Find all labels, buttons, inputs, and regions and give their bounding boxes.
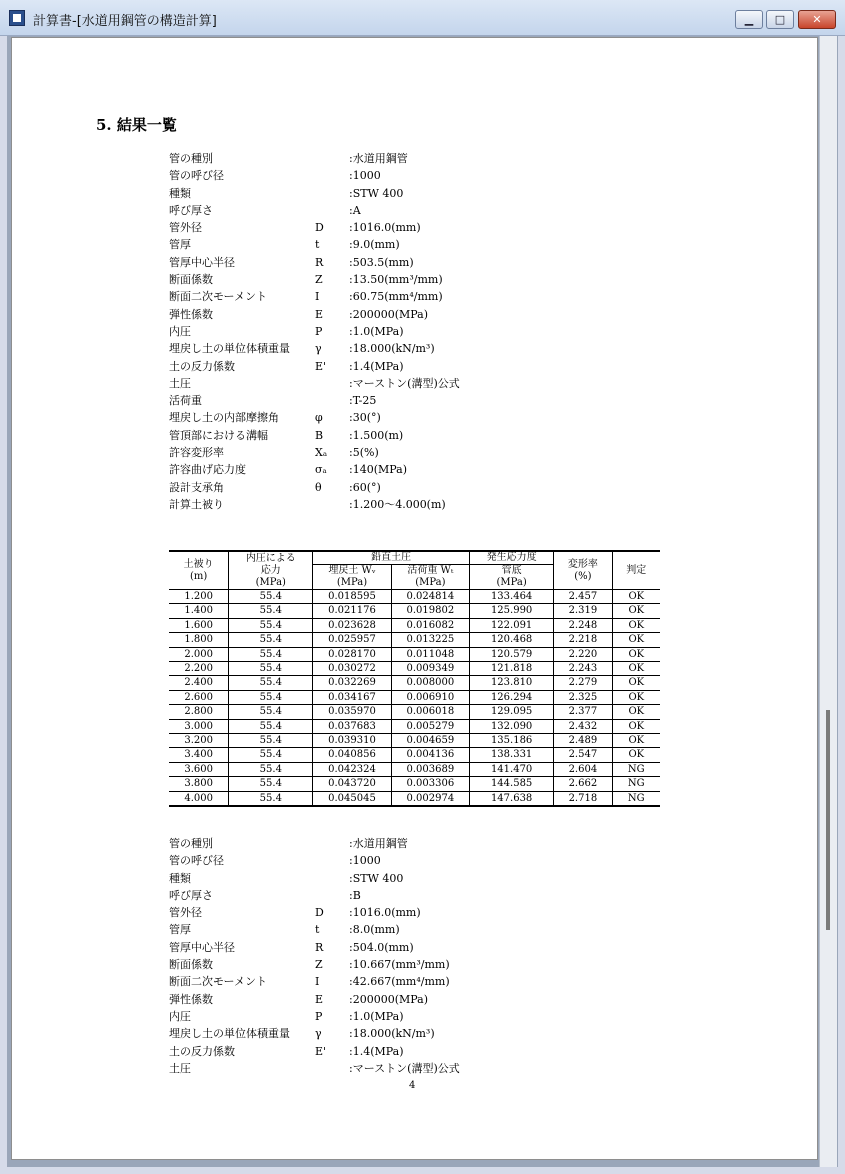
table-row	[169, 676, 660, 690]
close-button[interactable]: ✕	[798, 10, 836, 29]
spec-value: :1.4(MPa)	[349, 359, 404, 373]
cell-bottom-stress: 123.810	[470, 676, 554, 690]
cell-judgement: OK	[612, 690, 660, 704]
cell-bottom-stress: 135.186	[470, 734, 554, 748]
cell-internal-stress: 55.4	[229, 618, 313, 632]
table-row	[169, 777, 660, 791]
spec-label: 土圧	[169, 376, 191, 390]
spec-list-b	[169, 835, 589, 1077]
spec-label: 呼び厚さ	[169, 888, 213, 902]
cell-backfill: 0.018595	[313, 590, 391, 604]
spec-label: 埋戻し土の単位体積重量	[169, 342, 290, 356]
cell-internal-stress: 55.4	[229, 690, 313, 704]
spec-row	[169, 150, 589, 167]
spec-symbol: Xₐ	[315, 446, 328, 460]
spec-list-a	[169, 150, 589, 513]
cell-internal-stress: 55.4	[229, 604, 313, 618]
spec-symbol: E'	[315, 1044, 327, 1058]
spec-row	[169, 444, 589, 461]
spec-symbol: Z	[315, 273, 323, 287]
cell-deformation: 2.319	[554, 604, 612, 618]
cell-bottom-stress: 133.464	[470, 590, 554, 604]
spec-row	[169, 1043, 589, 1060]
spec-label: 設計支承角	[169, 480, 224, 494]
cell-deformation: 2.432	[554, 719, 612, 733]
spec-symbol: I	[315, 290, 320, 304]
cell-cover: 1.600	[169, 618, 229, 632]
cell-deformation: 2.220	[554, 647, 612, 661]
maximize-button[interactable]: □	[766, 10, 794, 29]
cell-backfill: 0.025957	[313, 633, 391, 647]
spec-row	[169, 852, 589, 869]
vertical-scrollbar[interactable]	[819, 36, 837, 1167]
window-titlebar	[0, 0, 845, 36]
spec-symbol: P	[315, 324, 323, 338]
cell-cover: 2.200	[169, 662, 229, 676]
table-row	[169, 748, 660, 762]
spec-row	[169, 870, 589, 887]
spec-symbol: Z	[315, 958, 323, 972]
spec-symbol: θ	[315, 480, 322, 494]
results-table	[169, 550, 660, 807]
spec-row	[169, 202, 589, 219]
cell-judgement: OK	[612, 647, 660, 661]
spec-row	[169, 236, 589, 253]
spec-symbol: R	[315, 255, 324, 269]
spec-row	[169, 254, 589, 271]
cell-backfill: 0.032269	[313, 676, 391, 690]
cell-bottom-stress: 129.095	[470, 705, 554, 719]
cell-judgement: OK	[612, 633, 660, 647]
spec-label: 弾性係数	[169, 992, 213, 1006]
spec-label: 管の呼び径	[169, 169, 224, 183]
spec-label: 管の種別	[169, 837, 213, 850]
spec-value: :13.50(mm³/mm)	[349, 273, 443, 287]
spec-label: 管厚中心半径	[169, 940, 235, 954]
spec-value: :1000	[349, 169, 381, 183]
header-deformation: 変形率 (%)	[554, 551, 612, 590]
cell-bottom-stress: 144.585	[470, 777, 554, 791]
cell-cover: 1.800	[169, 633, 229, 647]
spec-row	[169, 219, 589, 236]
cell-live-load: 0.016082	[391, 618, 469, 632]
spec-row	[169, 921, 589, 938]
spec-symbol: σₐ	[315, 463, 327, 477]
spec-symbol: E	[315, 992, 324, 1006]
cell-judgement: OK	[612, 734, 660, 748]
cell-internal-stress: 55.4	[229, 777, 313, 791]
spec-label: 断面二次モーメント	[169, 290, 268, 304]
cell-deformation: 2.325	[554, 690, 612, 704]
cell-live-load: 0.004136	[391, 748, 469, 762]
header-internal-pressure: 内圧による 応力 (MPa)	[229, 551, 313, 590]
cell-internal-stress: 55.4	[229, 734, 313, 748]
spec-label: 弾性係数	[169, 307, 213, 321]
window-title: 計算書-[水道用鋼管の構造計算]	[33, 14, 217, 29]
spec-symbol: γ	[315, 1027, 322, 1041]
spec-row	[169, 392, 589, 409]
cell-cover: 1.400	[169, 604, 229, 618]
cell-backfill: 0.030272	[313, 662, 391, 676]
spec-value: :1016.0(mm)	[349, 906, 421, 920]
spec-label: 種類	[169, 186, 191, 200]
cell-internal-stress: 55.4	[229, 590, 313, 604]
cell-live-load: 0.008000	[391, 676, 469, 690]
cell-judgement: OK	[612, 676, 660, 690]
spec-row	[169, 956, 589, 973]
spec-label: 管厚	[169, 923, 191, 937]
header-live-load: 活荷重 Wₜ (MPa)	[391, 565, 469, 590]
spec-value: :8.0(mm)	[349, 923, 400, 937]
spec-label: 許容曲げ応力度	[169, 463, 246, 477]
cell-internal-stress: 55.4	[229, 633, 313, 647]
cell-cover: 2.000	[169, 647, 229, 661]
cell-backfill: 0.045045	[313, 791, 391, 806]
cell-deformation: 2.718	[554, 791, 612, 806]
spec-label: 管の呼び径	[169, 854, 224, 868]
header-stress: 発生応力度	[470, 551, 554, 565]
cell-judgement: OK	[612, 705, 660, 719]
spec-label: 埋戻し土の内部摩擦角	[169, 411, 279, 425]
spec-value: :T-25	[349, 394, 377, 408]
spec-row	[169, 479, 589, 496]
spec-label: 管厚中心半径	[169, 255, 235, 269]
cell-judgement: OK	[612, 604, 660, 618]
cell-live-load: 0.019802	[391, 604, 469, 618]
spec-symbol: P	[315, 1009, 323, 1023]
spec-row	[169, 461, 589, 478]
page-number: 4	[409, 1080, 416, 1091]
cell-live-load: 0.011048	[391, 647, 469, 661]
table-row	[169, 633, 660, 647]
spec-row	[169, 288, 589, 305]
cell-live-load: 0.005279	[391, 719, 469, 733]
spec-label: 管頂部における溝幅	[169, 428, 268, 442]
spec-value: :STW 400	[349, 186, 404, 200]
table-row	[169, 647, 660, 661]
cell-backfill: 0.021176	[313, 604, 391, 618]
cell-live-load: 0.003689	[391, 762, 469, 776]
cell-backfill: 0.023628	[313, 618, 391, 632]
table-row	[169, 791, 660, 806]
spec-row	[169, 167, 589, 184]
spec-label: 管外径	[169, 221, 202, 235]
spec-label: 許容変形率	[169, 446, 224, 460]
spec-value: :60(°)	[349, 480, 381, 494]
cell-cover: 3.000	[169, 719, 229, 733]
spec-row	[169, 939, 589, 956]
spec-row	[169, 496, 589, 513]
cell-internal-stress: 55.4	[229, 676, 313, 690]
spec-label: 土の反力係数	[169, 359, 235, 373]
spec-value: :STW 400	[349, 871, 404, 885]
cell-internal-stress: 55.4	[229, 662, 313, 676]
cell-live-load: 0.024814	[391, 590, 469, 604]
spec-value: :503.5(mm)	[349, 255, 414, 269]
cell-internal-stress: 55.4	[229, 647, 313, 661]
spec-value: :200000(MPa)	[349, 992, 429, 1006]
cell-internal-stress: 55.4	[229, 719, 313, 733]
spec-row	[169, 271, 589, 288]
spec-value: :140(MPa)	[349, 463, 408, 477]
cell-cover: 2.800	[169, 705, 229, 719]
cell-internal-stress: 55.4	[229, 762, 313, 776]
cell-bottom-stress: 122.091	[470, 618, 554, 632]
cell-judgement: NG	[612, 762, 660, 776]
spec-value: :1.0(MPa)	[349, 1009, 404, 1023]
cell-live-load: 0.003306	[391, 777, 469, 791]
table-row	[169, 690, 660, 704]
spec-row	[169, 185, 589, 202]
table-row	[169, 734, 660, 748]
cell-judgement: OK	[612, 748, 660, 762]
cell-bottom-stress: 126.294	[470, 690, 554, 704]
cell-cover: 4.000	[169, 791, 229, 806]
spec-row	[169, 1008, 589, 1025]
spec-label: 管外径	[169, 906, 202, 920]
header-vertical-earth-pressure: 鉛直土圧	[313, 551, 470, 565]
table-row	[169, 604, 660, 618]
spec-label: 断面係数	[169, 958, 213, 972]
spec-row	[169, 306, 589, 323]
spec-symbol: t	[315, 238, 320, 252]
cell-internal-stress: 55.4	[229, 748, 313, 762]
cell-bottom-stress: 121.818	[470, 662, 554, 676]
cell-judgement: OK	[612, 590, 660, 604]
spec-label: 呼び厚さ	[169, 203, 213, 217]
spec-value: :5(%)	[349, 446, 379, 460]
spec-label: 種類	[169, 871, 191, 885]
spec-value: :水道用鋼管	[349, 152, 408, 165]
table-row	[169, 662, 660, 676]
spec-row	[169, 991, 589, 1008]
spec-row	[169, 409, 589, 426]
cell-deformation: 2.662	[554, 777, 612, 791]
spec-row	[169, 1025, 589, 1042]
spec-label: 埋戻し土の単位体積重量	[169, 1027, 290, 1041]
cell-bottom-stress: 147.638	[470, 791, 554, 806]
spec-row	[169, 904, 589, 921]
document-page	[11, 37, 818, 1160]
cell-cover: 3.800	[169, 777, 229, 791]
app-icon	[9, 10, 25, 26]
cell-live-load: 0.006910	[391, 690, 469, 704]
spec-row	[169, 323, 589, 340]
spec-value: :水道用鋼管	[349, 837, 408, 850]
spec-value: :504.0(mm)	[349, 940, 414, 954]
header-pipe-bottom: 管底 (MPa)	[470, 565, 554, 590]
cell-cover: 3.600	[169, 762, 229, 776]
spec-label: 土の反力係数	[169, 1044, 235, 1058]
spec-label: 計算土被り	[169, 497, 224, 511]
header-cover: 土被り (m)	[169, 551, 229, 590]
scrollbar-thumb[interactable]	[826, 710, 830, 930]
cell-live-load: 0.009349	[391, 662, 469, 676]
spec-value: :1.500(m)	[349, 428, 404, 442]
cell-bottom-stress: 120.468	[470, 633, 554, 647]
spec-value: :マーストン(溝型)公式	[349, 376, 460, 390]
spec-row	[169, 340, 589, 357]
header-backfill: 埋戻土 Wᵥ (MPa)	[313, 565, 391, 590]
cell-deformation: 2.248	[554, 618, 612, 632]
spec-value: :10.667(mm³/mm)	[349, 958, 450, 972]
cell-deformation: 2.218	[554, 633, 612, 647]
cell-deformation: 2.604	[554, 762, 612, 776]
cell-judgement: NG	[612, 791, 660, 806]
spec-value: :18.000(kN/m³)	[349, 1027, 435, 1041]
cell-deformation: 2.489	[554, 734, 612, 748]
spec-value: :18.000(kN/m³)	[349, 342, 435, 356]
cell-judgement: OK	[612, 618, 660, 632]
spec-label: 内圧	[169, 324, 191, 338]
minimize-button[interactable]: ▁	[735, 10, 763, 29]
cell-bottom-stress: 132.090	[470, 719, 554, 733]
spec-row	[169, 358, 589, 375]
cell-backfill: 0.043720	[313, 777, 391, 791]
spec-row	[169, 1060, 589, 1077]
cell-deformation: 2.279	[554, 676, 612, 690]
table-row	[169, 705, 660, 719]
spec-row	[169, 835, 589, 852]
cell-backfill: 0.034167	[313, 690, 391, 704]
cell-bottom-stress: 138.331	[470, 748, 554, 762]
cell-deformation: 2.243	[554, 662, 612, 676]
spec-value: :200000(MPa)	[349, 307, 429, 321]
spec-symbol: D	[315, 906, 324, 920]
spec-label: 断面係数	[169, 273, 213, 287]
cell-cover: 3.200	[169, 734, 229, 748]
spec-value: :60.75(mm⁴/mm)	[349, 290, 443, 304]
spec-symbol: D	[315, 221, 324, 235]
cell-judgement: OK	[612, 719, 660, 733]
cell-bottom-stress: 141.470	[470, 762, 554, 776]
spec-label: 断面二次モーメント	[169, 975, 268, 989]
spec-row	[169, 887, 589, 904]
cell-backfill: 0.039310	[313, 734, 391, 748]
cell-cover: 2.400	[169, 676, 229, 690]
cell-cover: 1.200	[169, 590, 229, 604]
cell-backfill: 0.042324	[313, 762, 391, 776]
spec-row	[169, 427, 589, 444]
spec-symbol: B	[315, 428, 324, 442]
cell-internal-stress: 55.4	[229, 791, 313, 806]
cell-cover: 3.400	[169, 748, 229, 762]
spec-value: :1000	[349, 854, 381, 868]
spec-symbol: t	[315, 923, 320, 937]
spec-value: :1016.0(mm)	[349, 221, 421, 235]
spec-symbol: φ	[315, 411, 323, 425]
spec-symbol: I	[315, 975, 320, 989]
spec-value: :B	[349, 888, 361, 902]
spec-value: :1.200～4.000(m)	[349, 497, 446, 511]
table-row	[169, 590, 660, 604]
spec-row	[169, 375, 589, 392]
table-row	[169, 762, 660, 776]
spec-value: :1.4(MPa)	[349, 1044, 404, 1058]
spec-symbol: γ	[315, 342, 322, 356]
spec-value: :42.667(mm⁴/mm)	[349, 975, 450, 989]
spec-label: 内圧	[169, 1009, 191, 1023]
cell-live-load: 0.002974	[391, 791, 469, 806]
cell-cover: 2.600	[169, 690, 229, 704]
cell-deformation: 2.457	[554, 590, 612, 604]
spec-value: :A	[349, 203, 361, 217]
cell-live-load: 0.004659	[391, 734, 469, 748]
cell-live-load: 0.013225	[391, 633, 469, 647]
table-row	[169, 618, 660, 632]
spec-row	[169, 973, 589, 990]
cell-deformation: 2.547	[554, 748, 612, 762]
cell-backfill: 0.028170	[313, 647, 391, 661]
cell-internal-stress: 55.4	[229, 705, 313, 719]
cell-judgement: OK	[612, 662, 660, 676]
spec-symbol: E	[315, 307, 324, 321]
spec-value: :1.0(MPa)	[349, 324, 404, 338]
cell-backfill: 0.035970	[313, 705, 391, 719]
spec-value: :9.0(mm)	[349, 238, 400, 252]
spec-label: 活荷重	[169, 394, 202, 408]
spec-value: :30(°)	[349, 411, 381, 425]
cell-backfill: 0.040856	[313, 748, 391, 762]
spec-label: 管の種別	[169, 152, 213, 165]
spec-label: 管厚	[169, 238, 191, 252]
spec-label: 土圧	[169, 1061, 191, 1075]
cell-backfill: 0.037683	[313, 719, 391, 733]
cell-deformation: 2.377	[554, 705, 612, 719]
header-judgement: 判定	[612, 551, 660, 590]
spec-symbol: E'	[315, 359, 327, 373]
table-row	[169, 719, 660, 733]
cell-bottom-stress: 120.579	[470, 647, 554, 661]
cell-live-load: 0.006018	[391, 705, 469, 719]
section-title: 5. 結果一覧	[96, 116, 177, 134]
cell-bottom-stress: 125.990	[470, 604, 554, 618]
spec-symbol: R	[315, 940, 324, 954]
cell-judgement: NG	[612, 777, 660, 791]
spec-value: :マーストン(溝型)公式	[349, 1061, 460, 1075]
